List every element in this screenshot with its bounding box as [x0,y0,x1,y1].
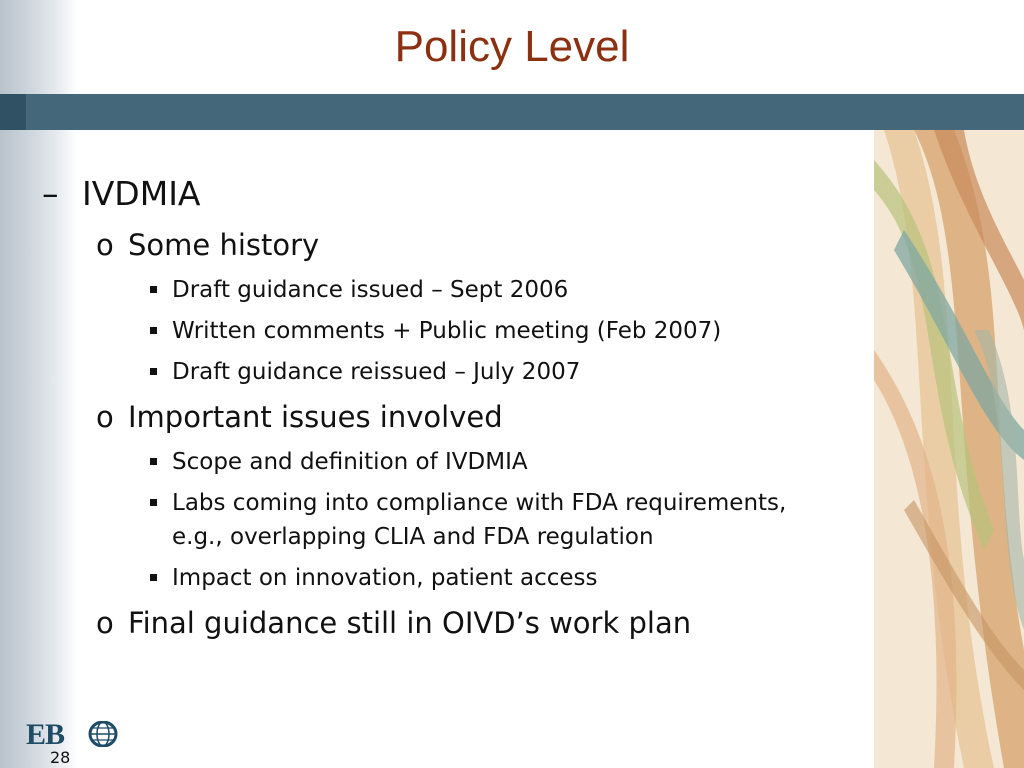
decorative-ribbon-art [874,130,1024,768]
list-item-text: Impact on innovation, patient access [172,565,598,591]
slide-title: Policy Level [394,22,630,71]
square-bullet-icon [150,574,157,581]
square-bullet-icon [150,327,157,334]
circle-bullet: o [96,606,114,640]
list-item-text: Scope and definition of IVDMIA [172,449,528,475]
list-item-text: Some history [128,228,320,262]
list-item-text: IVDMIA [82,174,201,213]
list-item-text: Important issues involved [128,400,503,434]
circle-bullet: o [96,228,114,262]
page-number: 28 [50,748,71,767]
circle-bullet: o [96,400,114,434]
list-item-text: Draft guidance issued – Sept 2006 [172,277,569,303]
globe-icon [88,721,118,747]
list-item-text: e.g., overlapping CLIA and FDA regulation [172,524,654,550]
list-item-text: Written comments + Public meeting (Feb 2007) [172,318,722,344]
header-band [0,94,1024,130]
square-bullet-icon [150,368,157,375]
header-band-accent [0,94,26,130]
dash-bullet: – [42,174,59,213]
square-bullet-icon [150,286,157,293]
list-item-text: Draft guidance reissued – July 2007 [172,359,581,385]
logo-text: EB [26,718,65,751]
square-bullet-icon [150,458,157,465]
list-item-text: Final guidance still in OIVD’s work plan [128,606,692,640]
square-bullet-icon [150,499,157,506]
list-item-text: Labs coming into compliance with FDA requirements, [172,490,787,516]
